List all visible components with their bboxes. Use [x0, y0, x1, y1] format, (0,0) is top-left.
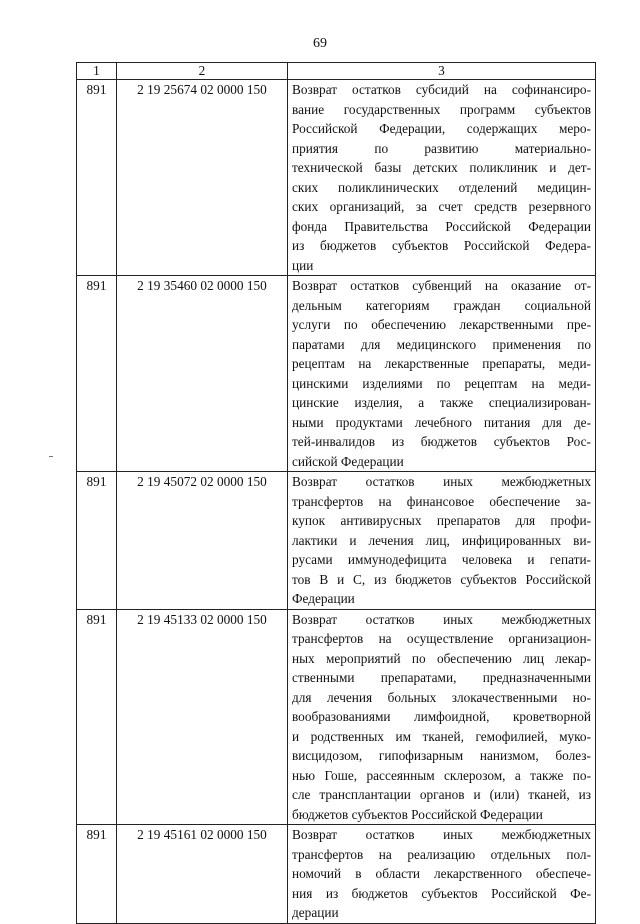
description-line: русами иммунодефицита человека и гепати- [292, 552, 591, 567]
table-header-row [77, 63, 596, 80]
account-code-cell: 891 [77, 609, 117, 825]
description-line: Возврат остатков субвенций на оказание от- [292, 278, 591, 293]
description-line: ственными препаратами, предназначенными [292, 670, 591, 685]
description-line: Российской Федерации, содержащих меро- [292, 121, 591, 136]
account-code-cell: 891 [77, 276, 117, 472]
description-line: висцидозом, гипофизарным нанизмом, болез- [292, 748, 591, 763]
description-cell [288, 276, 596, 472]
description-line: ции [292, 257, 314, 273]
description-line: услуги по обеспечению лекарственными пре- [292, 317, 591, 332]
description-cell [288, 609, 596, 825]
margin-mark [49, 456, 53, 457]
description-line: Возврат остатков иных межбюджетных [292, 611, 591, 627]
description-line: Федерации [292, 591, 355, 606]
description-line: купок антивирусных препаратов для профи- [292, 513, 591, 528]
description-line: тей-инвалидов из бюджетов субъектов Рос- [292, 434, 591, 449]
description-line: трансфертов на осуществление организацион- [292, 631, 591, 646]
budget-codes-table [76, 62, 596, 924]
table-row [77, 609, 596, 825]
description-cell [288, 80, 596, 276]
description-line: дерации [292, 905, 339, 920]
account-code-cell: 891 [77, 80, 117, 276]
description-line: Возврат остатков иных межбюджетных [292, 827, 591, 842]
description-line: ских организаций, за счет средств резервного [292, 199, 591, 214]
table-row [77, 80, 596, 276]
description-line: паратами для медицинского применения по [292, 336, 591, 352]
table-row [77, 276, 596, 472]
description-line: тов В и С, из бюджетов субъектов Российской [292, 571, 591, 587]
column-header-3: 3 [288, 63, 596, 80]
page-number: 69 [313, 36, 327, 51]
description-line: вание государственных программ субъектов [292, 101, 591, 117]
description-line: технической базы детских поликлиник и дет- [292, 160, 591, 175]
description-line: ных мероприятий по обеспечению лиц лекар- [292, 650, 591, 666]
description-line: и родственных им тканей, гемофилией, муко- [292, 728, 591, 744]
budget-classification-code-cell: 2 19 45072 02 0000 150 [117, 472, 288, 610]
description-line: нью Гоше, рассеянным склерозом, а также по- [292, 767, 591, 783]
table-row [77, 472, 596, 610]
description-line: бюджетов субъектов Российской Федерации [292, 806, 543, 822]
description-line: фонда Правительства Российской Федерации [292, 218, 591, 234]
description-cell [288, 472, 596, 610]
description-line: из бюджетов субъектов Российской Федера- [292, 238, 591, 253]
description-line: трансфертов на реализацию отдельных пол- [292, 846, 591, 862]
budget-classification-code-cell: 2 19 45161 02 0000 150 [117, 825, 288, 924]
column-header-1: 1 [77, 63, 117, 80]
description-line: трансфертов на финансовое обеспечение за- [292, 493, 591, 509]
description-cell [288, 825, 596, 924]
description-line: лактики и лечения лиц, инфицированных ви- [292, 532, 591, 548]
description-line: цинские изделия, а также специализирован- [292, 395, 591, 410]
account-code-cell: 891 [77, 825, 117, 924]
budget-classification-code-cell: 2 19 25674 02 0000 150 [117, 80, 288, 276]
description-line: Возврат остатков иных межбюджетных [292, 474, 591, 489]
description-line: рецептам на лекарственные препараты, меди- [292, 356, 591, 371]
table-row [77, 825, 596, 924]
description-line: сле трансплантации органов и (или) тканей, из [292, 787, 591, 802]
account-code-cell: 891 [77, 472, 117, 610]
description-line: дельным категориям граждан социальной [292, 297, 591, 313]
budget-classification-code-cell: 2 19 45133 02 0000 150 [117, 609, 288, 825]
description-line: ния из бюджетов субъектов Российской Фе- [292, 885, 591, 901]
description-line: сийской Федерации [292, 453, 404, 469]
description-line: номочий в области лекарственного обеспече- [292, 866, 591, 881]
budget-classification-code-cell: 2 19 35460 02 0000 150 [117, 276, 288, 472]
description-line: приятия по развитию материально- [292, 140, 591, 156]
column-header-2: 2 [117, 63, 288, 80]
description-line: ными продуктами лечебного питания для де- [292, 414, 591, 430]
description-line: для лечения больных злокачественными но- [292, 689, 591, 705]
description-line: цинскими изделиями по рецептам на меди- [292, 375, 591, 391]
description-line: вообразованиями лимфоидной, кроветворной [292, 709, 591, 724]
description-line: Возврат остатков субсидий на софинансиро- [292, 82, 591, 97]
description-line: ских поликлинических отделений медицин- [292, 179, 591, 195]
